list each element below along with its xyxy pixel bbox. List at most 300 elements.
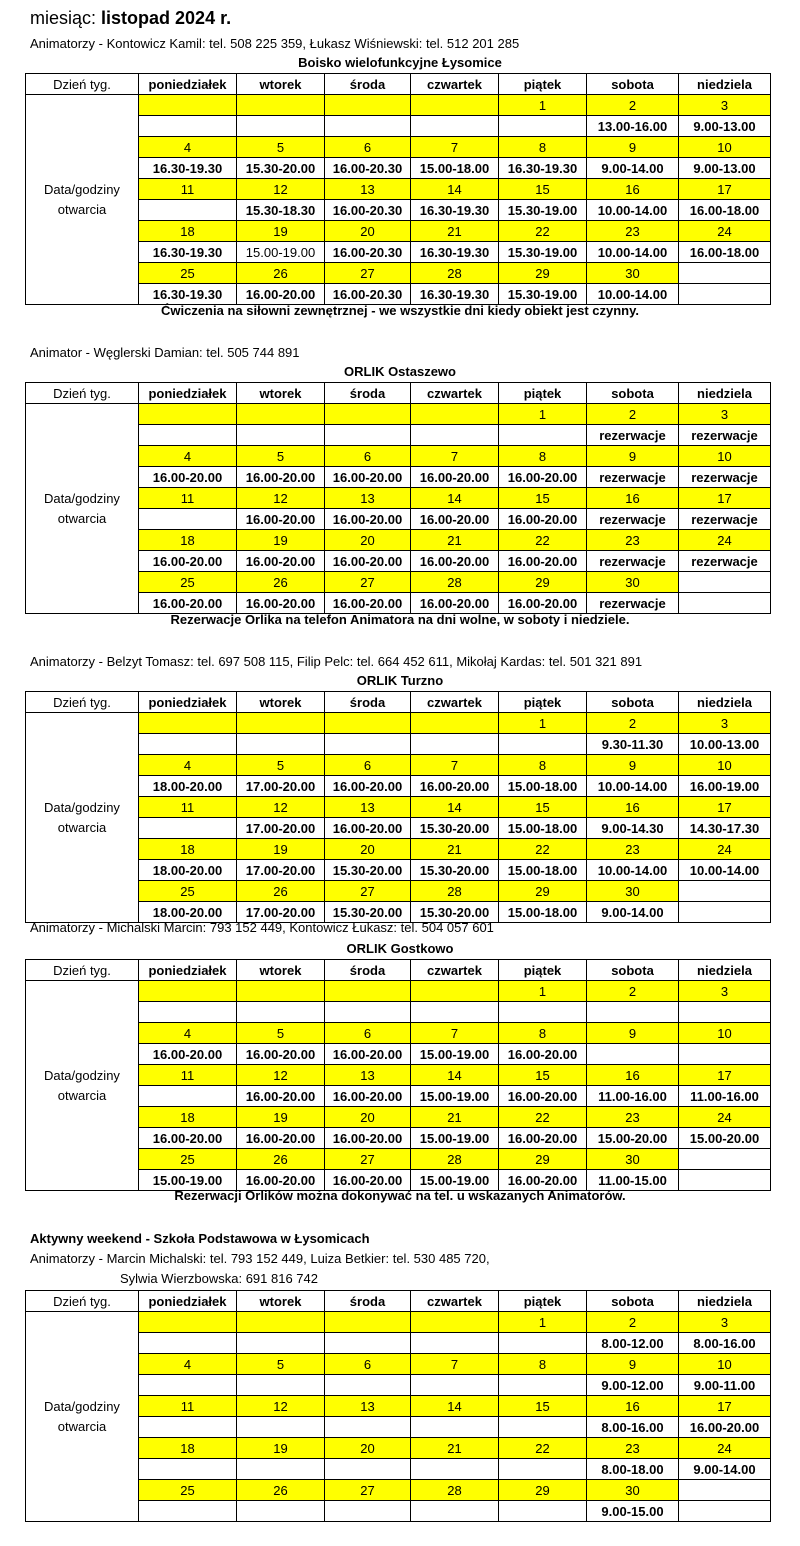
date-cell bbox=[139, 981, 237, 1002]
date-cell: 29 bbox=[499, 1480, 587, 1501]
day-name-cell: sobota bbox=[587, 692, 679, 713]
hours-cell: 9.30-11.30 bbox=[587, 734, 679, 755]
section-4-contact: Animatorzy - Michalski Marcin: 793 152 449, Kontowicz Łukasz: tel. 504 057 601 bbox=[30, 920, 494, 935]
day-header-cell: Dzień tyg. bbox=[26, 74, 139, 95]
hours-cell: 8.00-16.00 bbox=[679, 1333, 771, 1354]
date-cell: 6 bbox=[325, 755, 411, 776]
hours-cell bbox=[139, 818, 237, 839]
hours-cell: rezerwacje bbox=[587, 425, 679, 446]
date-cell: 3 bbox=[679, 981, 771, 1002]
header-row bbox=[26, 74, 771, 95]
date-cell bbox=[237, 1312, 325, 1333]
date-cell: 8 bbox=[499, 446, 587, 467]
hours-cell: 16.00-20.00 bbox=[325, 509, 411, 530]
day-name-cell: poniedziałek bbox=[139, 1291, 237, 1312]
day-name-cell: środa bbox=[325, 692, 411, 713]
date-row bbox=[26, 981, 771, 1002]
hours-cell: 15.30-19.00 bbox=[499, 242, 587, 263]
date-cell: 11 bbox=[139, 488, 237, 509]
date-cell: 8 bbox=[499, 755, 587, 776]
date-cell bbox=[139, 404, 237, 425]
date-cell: 13 bbox=[325, 179, 411, 200]
date-cell: 15 bbox=[499, 488, 587, 509]
hours-cell bbox=[237, 1417, 325, 1438]
date-cell: 17 bbox=[679, 797, 771, 818]
hours-cell bbox=[499, 1002, 587, 1023]
hours-cell bbox=[679, 1501, 771, 1522]
month-header bbox=[30, 8, 231, 29]
section-4-note: Rezerwacji Orlików można dokonywać na tel. u wskazanych Animatorów. bbox=[174, 1188, 626, 1203]
section-2-contact: Animator - Węglerski Damian: tel. 505 744 891 bbox=[30, 345, 300, 360]
hours-cell bbox=[679, 1044, 771, 1065]
date-cell bbox=[679, 881, 771, 902]
date-cell: 23 bbox=[587, 221, 679, 242]
hours-cell: 16.00-20.00 bbox=[411, 593, 499, 614]
date-cell bbox=[237, 404, 325, 425]
hours-cell bbox=[237, 1333, 325, 1354]
date-cell: 4 bbox=[139, 137, 237, 158]
date-cell: 29 bbox=[499, 1149, 587, 1170]
hours-cell bbox=[325, 1333, 411, 1354]
hours-cell bbox=[139, 1417, 237, 1438]
hours-cell bbox=[325, 425, 411, 446]
hours-cell bbox=[237, 425, 325, 446]
day-name-cell: niedziela bbox=[679, 383, 771, 404]
row-label-cell: Data/godziny otwarcia bbox=[26, 981, 139, 1191]
day-name-cell: czwartek bbox=[411, 74, 499, 95]
date-cell: 20 bbox=[325, 221, 411, 242]
date-cell: 14 bbox=[411, 179, 499, 200]
date-cell: 9 bbox=[587, 1354, 679, 1375]
hours-cell bbox=[237, 1501, 325, 1522]
hours-cell: 9.00-14.00 bbox=[587, 902, 679, 923]
hours-cell bbox=[587, 1044, 679, 1065]
hours-cell: 16.00-20.00 bbox=[325, 551, 411, 572]
date-cell: 17 bbox=[679, 1396, 771, 1417]
date-cell bbox=[679, 1480, 771, 1501]
date-cell: 19 bbox=[237, 1438, 325, 1459]
date-cell: 7 bbox=[411, 137, 499, 158]
date-cell: 26 bbox=[237, 572, 325, 593]
hours-cell: 17.00-20.00 bbox=[237, 860, 325, 881]
hours-cell bbox=[411, 1333, 499, 1354]
hours-cell: rezerwacje bbox=[679, 425, 771, 446]
hours-cell: rezerwacje bbox=[679, 467, 771, 488]
date-cell: 12 bbox=[237, 179, 325, 200]
date-cell: 30 bbox=[587, 881, 679, 902]
date-cell bbox=[237, 981, 325, 1002]
day-name-cell: poniedziałek bbox=[139, 692, 237, 713]
date-cell: 15 bbox=[499, 797, 587, 818]
date-cell: 30 bbox=[587, 572, 679, 593]
hours-cell bbox=[139, 116, 237, 137]
date-cell: 5 bbox=[237, 1354, 325, 1375]
date-cell: 2 bbox=[587, 95, 679, 116]
hours-cell: 15.00-18.00 bbox=[499, 818, 587, 839]
hours-cell bbox=[587, 1002, 679, 1023]
hours-cell: 9.00-14.00 bbox=[679, 1459, 771, 1480]
date-cell: 24 bbox=[679, 839, 771, 860]
hours-cell: 16.30-19.30 bbox=[139, 242, 237, 263]
hours-cell: 16.00-20.00 bbox=[499, 467, 587, 488]
hours-cell bbox=[679, 902, 771, 923]
date-cell: 16 bbox=[587, 797, 679, 818]
hours-cell: 16.00-19.00 bbox=[679, 776, 771, 797]
hours-cell: 18.00-20.00 bbox=[139, 860, 237, 881]
day-name-cell: niedziela bbox=[679, 960, 771, 981]
hours-cell: 16.00-20.30 bbox=[325, 200, 411, 221]
date-cell: 9 bbox=[587, 446, 679, 467]
date-cell: 21 bbox=[411, 221, 499, 242]
header-row bbox=[26, 960, 771, 981]
date-cell: 27 bbox=[325, 1480, 411, 1501]
date-cell: 18 bbox=[139, 221, 237, 242]
day-header-cell: Dzień tyg. bbox=[26, 960, 139, 981]
date-cell: 27 bbox=[325, 881, 411, 902]
hours-cell: 16.30-19.30 bbox=[411, 284, 499, 305]
section-3-contact: Animatorzy - Belzyt Tomasz: tel. 697 508 115, Filip Pelc: tel. 664 452 611, Mikołaj Kardas: tel. 501 321 891 bbox=[30, 654, 643, 669]
date-cell bbox=[411, 95, 499, 116]
hours-cell: 10.00-14.00 bbox=[587, 200, 679, 221]
date-cell: 4 bbox=[139, 755, 237, 776]
hours-cell: 15.30-20.00 bbox=[411, 860, 499, 881]
hours-cell: 16.00-20.00 bbox=[139, 551, 237, 572]
hours-cell: 16.00-20.30 bbox=[325, 242, 411, 263]
hours-cell: 16.00-20.00 bbox=[411, 776, 499, 797]
hours-cell: 16.00-20.00 bbox=[679, 1417, 771, 1438]
hours-cell: 17.00-20.00 bbox=[237, 818, 325, 839]
date-cell: 6 bbox=[325, 446, 411, 467]
hours-cell bbox=[499, 1417, 587, 1438]
day-name-cell: niedziela bbox=[679, 74, 771, 95]
hours-cell: 10.00-14.00 bbox=[587, 776, 679, 797]
hours-cell: 16.00-20.00 bbox=[139, 1044, 237, 1065]
hours-cell: 16.00-20.00 bbox=[411, 509, 499, 530]
hours-cell: 8.00-18.00 bbox=[587, 1459, 679, 1480]
date-cell: 14 bbox=[411, 1396, 499, 1417]
date-cell: 4 bbox=[139, 446, 237, 467]
hours-cell bbox=[237, 1459, 325, 1480]
section-4-title: ORLIK Gostkowo bbox=[346, 941, 454, 956]
hours-cell bbox=[139, 1086, 237, 1107]
hours-cell bbox=[411, 116, 499, 137]
date-cell: 3 bbox=[679, 404, 771, 425]
date-cell: 9 bbox=[587, 137, 679, 158]
section-2-table bbox=[25, 382, 771, 614]
date-cell: 15 bbox=[499, 1396, 587, 1417]
hours-cell bbox=[325, 116, 411, 137]
date-cell: 8 bbox=[499, 1023, 587, 1044]
date-cell: 11 bbox=[139, 179, 237, 200]
date-cell: 6 bbox=[325, 1354, 411, 1375]
date-cell: 17 bbox=[679, 488, 771, 509]
date-cell: 28 bbox=[411, 1149, 499, 1170]
day-header-cell: Dzień tyg. bbox=[26, 692, 139, 713]
hours-cell bbox=[139, 1333, 237, 1354]
day-name-cell: środa bbox=[325, 960, 411, 981]
date-cell: 21 bbox=[411, 1438, 499, 1459]
hours-cell bbox=[499, 734, 587, 755]
hours-cell bbox=[679, 284, 771, 305]
hours-cell bbox=[325, 1501, 411, 1522]
day-name-cell: wtorek bbox=[237, 692, 325, 713]
day-name-cell: wtorek bbox=[237, 960, 325, 981]
date-cell bbox=[237, 713, 325, 734]
hours-cell bbox=[325, 1459, 411, 1480]
hours-cell: 16.00-20.00 bbox=[325, 593, 411, 614]
hours-cell: rezerwacje bbox=[679, 551, 771, 572]
hours-cell: 16.00-20.00 bbox=[139, 593, 237, 614]
date-cell: 14 bbox=[411, 1065, 499, 1086]
hours-cell: 8.00-12.00 bbox=[587, 1333, 679, 1354]
date-cell bbox=[237, 95, 325, 116]
date-cell: 19 bbox=[237, 1107, 325, 1128]
date-cell: 26 bbox=[237, 1149, 325, 1170]
date-cell: 16 bbox=[587, 179, 679, 200]
date-row bbox=[26, 1312, 771, 1333]
date-cell: 4 bbox=[139, 1354, 237, 1375]
hours-cell: 16.00-20.00 bbox=[325, 818, 411, 839]
hours-cell: 14.30-17.30 bbox=[679, 818, 771, 839]
date-cell: 26 bbox=[237, 881, 325, 902]
hours-cell bbox=[325, 1375, 411, 1396]
hours-cell: 11.00-16.00 bbox=[679, 1086, 771, 1107]
hours-cell: 16.00-20.30 bbox=[325, 158, 411, 179]
day-name-cell: czwartek bbox=[411, 1291, 499, 1312]
day-header-cell: Dzień tyg. bbox=[26, 1291, 139, 1312]
hours-cell bbox=[499, 1459, 587, 1480]
hours-cell: 16.00-20.00 bbox=[237, 467, 325, 488]
hours-cell: 9.00-13.00 bbox=[679, 158, 771, 179]
hours-cell: 15.00-20.00 bbox=[679, 1128, 771, 1149]
date-cell: 30 bbox=[587, 1149, 679, 1170]
hours-cell bbox=[325, 1417, 411, 1438]
hours-cell: 15.30-19.00 bbox=[499, 200, 587, 221]
hours-cell: 10.00-14.00 bbox=[587, 860, 679, 881]
date-cell: 1 bbox=[499, 404, 587, 425]
date-cell bbox=[411, 713, 499, 734]
date-cell: 27 bbox=[325, 572, 411, 593]
date-cell: 7 bbox=[411, 446, 499, 467]
hours-cell: 15.00-19.00 bbox=[411, 1086, 499, 1107]
section-5-heading: Aktywny weekend - Szkoła Podstawowa w Łysomicach bbox=[30, 1231, 370, 1246]
month-label: miesiąc: bbox=[30, 8, 97, 28]
hours-cell: 16.30-19.30 bbox=[139, 284, 237, 305]
day-name-cell: niedziela bbox=[679, 692, 771, 713]
date-cell: 12 bbox=[237, 1396, 325, 1417]
hours-cell: 11.00-15.00 bbox=[587, 1170, 679, 1191]
hours-cell: 16.00-20.00 bbox=[325, 1086, 411, 1107]
date-cell: 16 bbox=[587, 488, 679, 509]
day-name-cell: środa bbox=[325, 74, 411, 95]
date-cell bbox=[325, 981, 411, 1002]
date-cell: 1 bbox=[499, 981, 587, 1002]
hours-cell: 15.30-20.00 bbox=[325, 902, 411, 923]
date-cell: 6 bbox=[325, 1023, 411, 1044]
hours-cell: 17.00-20.00 bbox=[237, 902, 325, 923]
date-cell: 2 bbox=[587, 404, 679, 425]
date-cell bbox=[679, 572, 771, 593]
hours-cell: 16.00-20.00 bbox=[237, 1044, 325, 1065]
date-cell: 22 bbox=[499, 530, 587, 551]
hours-cell bbox=[139, 734, 237, 755]
hours-cell: 15.00-19.00 bbox=[411, 1170, 499, 1191]
hours-cell bbox=[325, 734, 411, 755]
date-cell: 29 bbox=[499, 263, 587, 284]
hours-cell bbox=[411, 1375, 499, 1396]
hours-cell: 16.00-20.00 bbox=[237, 284, 325, 305]
hours-cell bbox=[679, 593, 771, 614]
hours-cell: 15.00-19.00 bbox=[139, 1170, 237, 1191]
date-cell: 16 bbox=[587, 1396, 679, 1417]
date-cell: 24 bbox=[679, 1107, 771, 1128]
date-cell bbox=[139, 1312, 237, 1333]
date-cell: 22 bbox=[499, 221, 587, 242]
hours-cell: 16.00-20.00 bbox=[499, 593, 587, 614]
date-cell: 28 bbox=[411, 572, 499, 593]
date-cell: 25 bbox=[139, 1480, 237, 1501]
hours-cell bbox=[679, 1002, 771, 1023]
hours-cell: 16.00-20.00 bbox=[237, 1170, 325, 1191]
day-header-cell: Dzień tyg. bbox=[26, 383, 139, 404]
date-cell: 17 bbox=[679, 179, 771, 200]
hours-cell bbox=[411, 1002, 499, 1023]
date-cell bbox=[325, 404, 411, 425]
hours-cell bbox=[499, 425, 587, 446]
hours-cell: 15.00-18.00 bbox=[499, 860, 587, 881]
hours-cell: 10.00-14.00 bbox=[587, 242, 679, 263]
hours-cell: 16.00-20.00 bbox=[325, 1044, 411, 1065]
day-name-cell: sobota bbox=[587, 74, 679, 95]
day-name-cell: poniedziałek bbox=[139, 383, 237, 404]
day-name-cell: sobota bbox=[587, 960, 679, 981]
day-name-cell: wtorek bbox=[237, 1291, 325, 1312]
section-1-table bbox=[25, 73, 771, 305]
section-1-note: Ćwiczenia na siłowni zewnętrznej - we wszystkie dni kiedy obiekt jest czynny. bbox=[160, 303, 639, 318]
hours-cell bbox=[499, 1375, 587, 1396]
hours-cell bbox=[499, 116, 587, 137]
hours-cell: 10.00-13.00 bbox=[679, 734, 771, 755]
hours-cell: 9.00-13.00 bbox=[679, 116, 771, 137]
date-cell: 2 bbox=[587, 981, 679, 1002]
header-row bbox=[26, 1291, 771, 1312]
date-cell: 13 bbox=[325, 1065, 411, 1086]
day-name-cell: czwartek bbox=[411, 960, 499, 981]
date-cell: 30 bbox=[587, 1480, 679, 1501]
date-cell: 22 bbox=[499, 839, 587, 860]
date-cell: 20 bbox=[325, 839, 411, 860]
hours-cell bbox=[499, 1501, 587, 1522]
date-cell: 3 bbox=[679, 95, 771, 116]
hours-cell bbox=[237, 1375, 325, 1396]
date-cell: 6 bbox=[325, 137, 411, 158]
hours-cell: 15.00-20.00 bbox=[587, 1128, 679, 1149]
date-cell: 19 bbox=[237, 221, 325, 242]
hours-cell: 16.30-19.30 bbox=[411, 200, 499, 221]
hours-cell bbox=[411, 425, 499, 446]
date-cell: 12 bbox=[237, 1065, 325, 1086]
date-cell: 25 bbox=[139, 1149, 237, 1170]
date-cell: 5 bbox=[237, 755, 325, 776]
hours-cell bbox=[139, 1459, 237, 1480]
hours-cell: 11.00-16.00 bbox=[587, 1086, 679, 1107]
hours-cell bbox=[325, 1002, 411, 1023]
row-label-cell: Data/godziny otwarcia bbox=[26, 713, 139, 923]
hours-cell: 15.30-20.00 bbox=[237, 158, 325, 179]
row-label-cell: Data/godziny otwarcia bbox=[26, 1312, 139, 1522]
date-cell: 9 bbox=[587, 1023, 679, 1044]
hours-cell bbox=[237, 734, 325, 755]
date-cell: 21 bbox=[411, 1107, 499, 1128]
hours-cell: 15.30-20.00 bbox=[411, 818, 499, 839]
hours-cell: rezerwacje bbox=[587, 509, 679, 530]
hours-cell: 16.00-20.00 bbox=[237, 551, 325, 572]
day-name-cell: czwartek bbox=[411, 383, 499, 404]
hours-cell bbox=[237, 1002, 325, 1023]
section-5-table bbox=[25, 1290, 771, 1522]
day-name-cell: poniedziałek bbox=[139, 960, 237, 981]
hours-cell: 16.30-19.30 bbox=[499, 158, 587, 179]
date-cell bbox=[325, 95, 411, 116]
date-cell bbox=[679, 263, 771, 284]
date-cell bbox=[411, 981, 499, 1002]
date-cell: 22 bbox=[499, 1438, 587, 1459]
day-name-cell: środa bbox=[325, 383, 411, 404]
hours-cell: 16.00-18.00 bbox=[679, 200, 771, 221]
hours-cell: 16.00-20.00 bbox=[411, 551, 499, 572]
hours-cell bbox=[139, 1501, 237, 1522]
hours-cell: 16.00-20.00 bbox=[325, 1170, 411, 1191]
date-cell: 23 bbox=[587, 530, 679, 551]
section-3-title: ORLIK Turzno bbox=[356, 673, 444, 688]
month-value: listopad 2024 r. bbox=[101, 8, 232, 28]
day-name-cell: piątek bbox=[499, 692, 587, 713]
date-cell: 28 bbox=[411, 1480, 499, 1501]
date-cell: 26 bbox=[237, 1480, 325, 1501]
hours-cell: 18.00-20.00 bbox=[139, 902, 237, 923]
date-cell: 24 bbox=[679, 1438, 771, 1459]
date-cell: 28 bbox=[411, 881, 499, 902]
date-cell: 24 bbox=[679, 221, 771, 242]
hours-cell bbox=[139, 1375, 237, 1396]
date-cell: 13 bbox=[325, 488, 411, 509]
hours-cell: 15.00-19.00 bbox=[411, 1128, 499, 1149]
hours-cell: 16.00-20.00 bbox=[237, 593, 325, 614]
hours-cell: rezerwacje bbox=[587, 551, 679, 572]
day-name-cell: czwartek bbox=[411, 692, 499, 713]
day-name-cell: poniedziałek bbox=[139, 74, 237, 95]
hours-cell: 8.00-16.00 bbox=[587, 1417, 679, 1438]
date-cell: 11 bbox=[139, 1396, 237, 1417]
row-label-cell: Data/godziny otwarcia bbox=[26, 95, 139, 305]
day-name-cell: wtorek bbox=[237, 383, 325, 404]
date-cell: 3 bbox=[679, 1312, 771, 1333]
date-cell: 30 bbox=[587, 263, 679, 284]
hours-cell: 10.00-14.00 bbox=[679, 860, 771, 881]
date-cell: 20 bbox=[325, 1438, 411, 1459]
date-cell: 10 bbox=[679, 1354, 771, 1375]
hours-cell: 16.00-20.00 bbox=[499, 551, 587, 572]
date-cell: 14 bbox=[411, 488, 499, 509]
day-name-cell: piątek bbox=[499, 383, 587, 404]
day-name-cell: wtorek bbox=[237, 74, 325, 95]
hours-cell bbox=[411, 734, 499, 755]
day-name-cell: piątek bbox=[499, 960, 587, 981]
hours-cell: 16.00-18.00 bbox=[679, 242, 771, 263]
date-cell: 23 bbox=[587, 1438, 679, 1459]
hours-cell: 15.30-18.30 bbox=[237, 200, 325, 221]
hours-cell bbox=[139, 1002, 237, 1023]
